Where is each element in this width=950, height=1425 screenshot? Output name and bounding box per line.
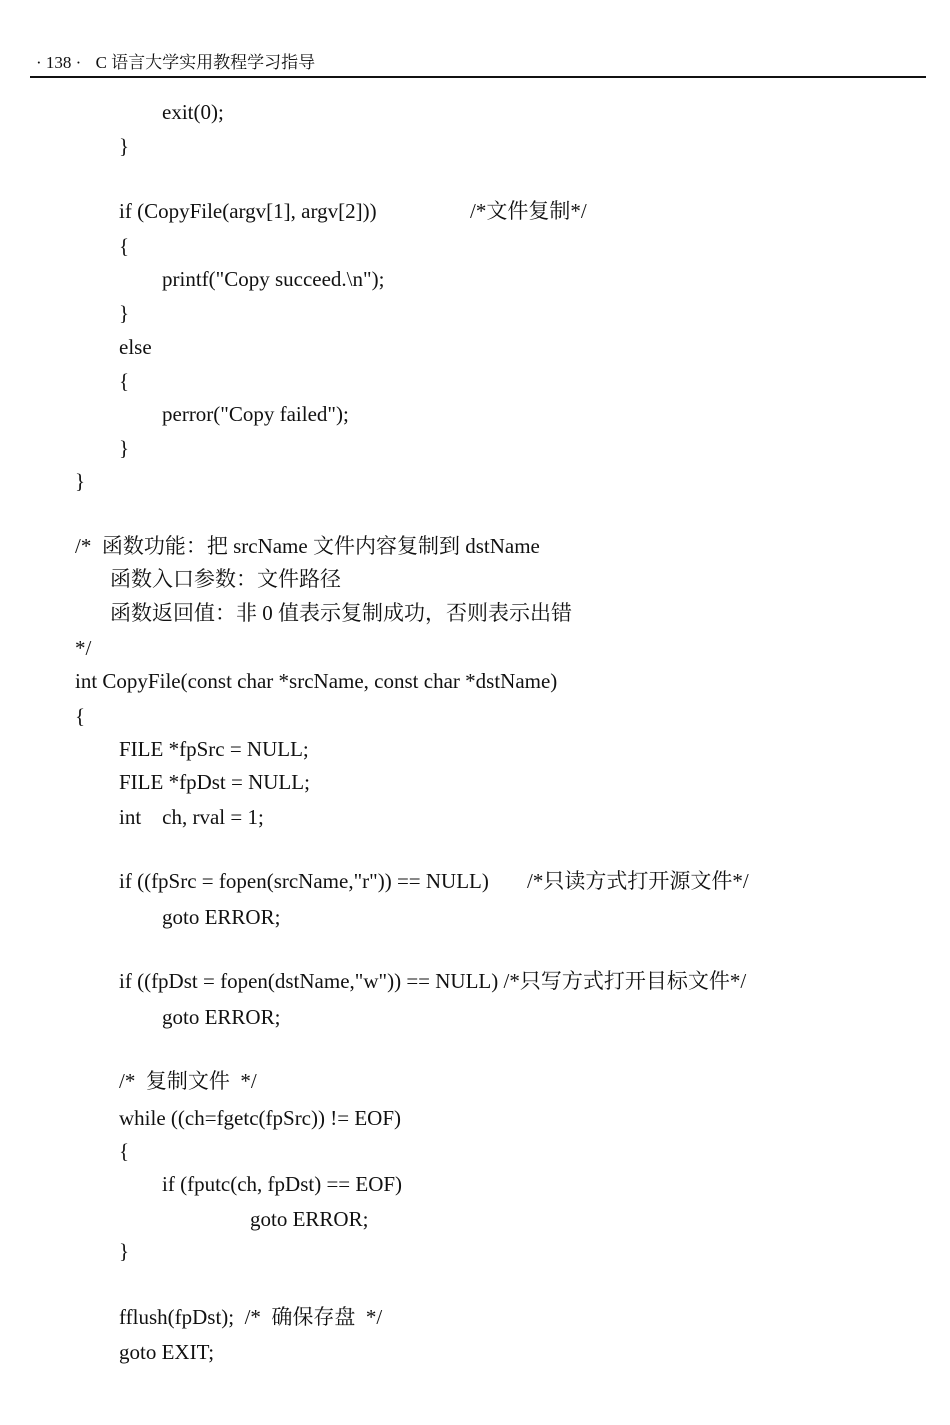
code-comment: /* 复制文件 */ (119, 1069, 257, 1093)
code-line: goto ERROR; (162, 1005, 281, 1029)
code-line: { (75, 704, 86, 728)
code-line: goto ERROR; (162, 905, 281, 929)
code-comment: 函数返回值：非 0 值表示复制成功，否则表示出错 (110, 601, 572, 625)
code-line: { (119, 1139, 130, 1163)
code-line: if (fputc(ch, fpDst) == EOF) (162, 1172, 403, 1196)
code-line: perror("Copy failed"); (162, 402, 349, 426)
code-line: int CopyFile(const char *srcName, const char *dstName) (75, 669, 558, 693)
code-line: else (119, 335, 152, 359)
code-comment: */ (75, 636, 92, 660)
code-line: } (119, 436, 130, 460)
code-line: while ((ch=fgetc(fpSrc)) != EOF) (119, 1106, 401, 1130)
page-number: · 138 · (36, 53, 82, 72)
code-line: fflush(fpDst); /* 确保存盘 */ (119, 1305, 383, 1329)
code-line: if ((fpSrc = fopen(srcName,"r")) == NULL) (119, 869, 489, 893)
code-line: } (119, 134, 130, 158)
code-line: if (CopyFile(argv[1], argv[2])) (119, 199, 377, 223)
code-line: } (119, 301, 130, 325)
code-line: { (119, 234, 130, 258)
code-line: goto ERROR; (250, 1207, 369, 1231)
code-comment: /*只读方式打开源文件*/ (527, 869, 749, 893)
code-line: } (75, 469, 86, 493)
code-line: printf("Copy succeed.\n"); (162, 267, 385, 291)
code-line: exit(0); (162, 100, 224, 124)
code-comment: 函数入口参数：文件路径 (110, 567, 341, 591)
code-line: FILE *fpDst = NULL; (119, 770, 310, 794)
code-line: if ((fpDst = fopen(dstName,"w")) == NULL) /*只写方式打开目标文件*/ (119, 969, 747, 993)
code-line: } (119, 1239, 130, 1263)
code-line: FILE *fpSrc = NULL; (119, 737, 309, 761)
code-line: goto EXIT; (119, 1340, 215, 1364)
code-line: int ch, rval = 1; (119, 805, 264, 829)
code-comment: /*文件复制*/ (470, 199, 587, 223)
code-line: { (119, 369, 130, 393)
book-title: C 语言大学实用教程学习指导 (95, 53, 316, 72)
code-comment: /* 函数功能：把 srcName 文件内容复制到 dstName (75, 534, 540, 558)
